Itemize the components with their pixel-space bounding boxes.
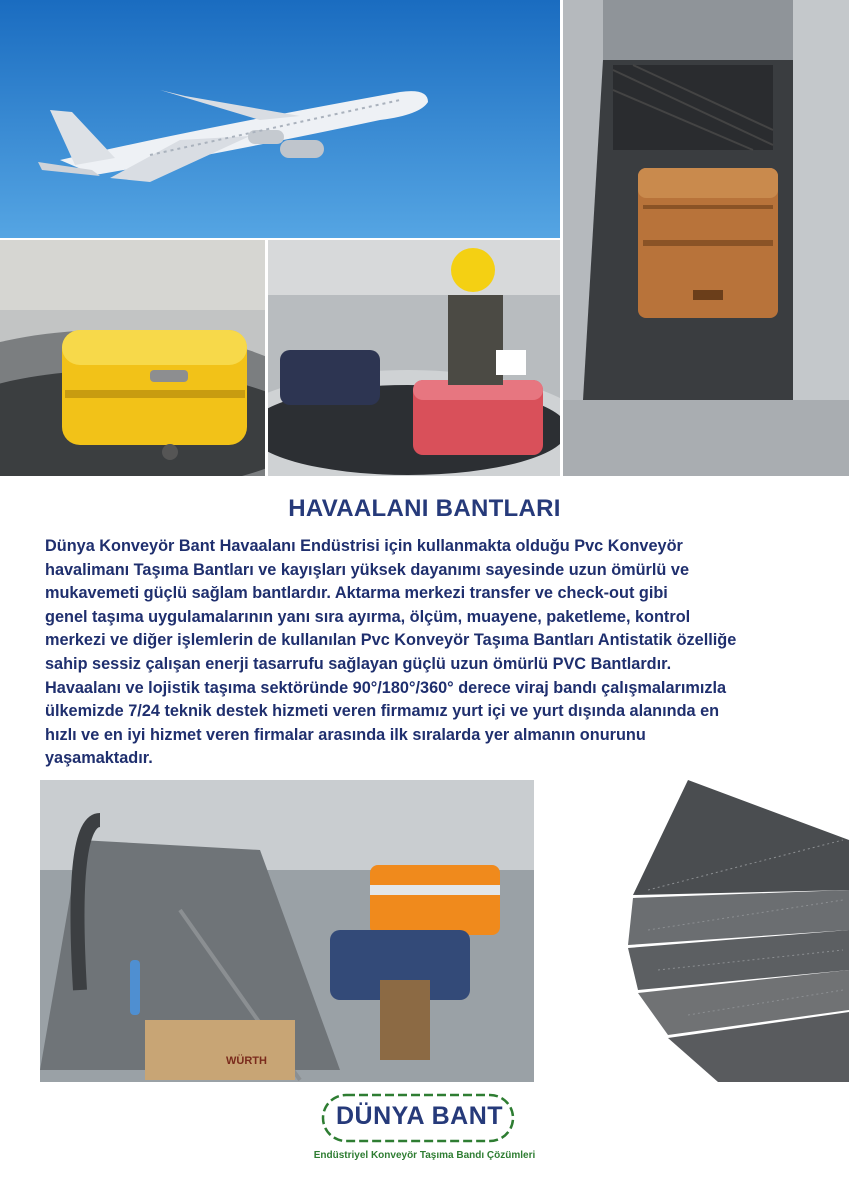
box-label: WÜRTH (226, 1055, 267, 1067)
body-line: mukavemeti güçlü sağlam bantlardır. Aktarma merkezi transfer ve check-out gibi (45, 584, 668, 603)
body-line: genel taşıma uygulamalarının yanı sıra ayırma, ölçüm, muayene, paketleme, kontrol (45, 607, 691, 626)
logo-tagline: Endüstriyel Konveyör Taşıma Bandı Çözümleri (313, 1150, 536, 1161)
body-line: ülkemizde 7/24 teknik destek hizmeti veren firmamız yurt içi ve yurt dışında alanında en (45, 702, 720, 721)
body-line: Havaalanı ve lojistik taşıma sektöründe 90°/180°/360° derece viraj bandı çalışmalarımızla (45, 678, 727, 697)
body-line: merkezi ve diğer işlemlerin de kullanılan Pvc Konveyör Taşıma Bantları Antistatik özelliğe (45, 631, 737, 650)
body-line: hızlı ve en iyi hizmet veren firmalar arasında ilk sıralarda yer almanın onurunu (45, 725, 646, 744)
body-paragraph (45, 535, 805, 771)
logo-name: DÜNYA BANT (336, 1102, 504, 1130)
escalator-worker-photo (40, 780, 534, 1082)
worker-carousel-photo (268, 240, 560, 476)
body-line: yaşamaktadır. (45, 749, 153, 768)
yellow-suitcase-photo (0, 240, 265, 476)
page-title: HAVAALANI BANTLARI (288, 495, 561, 522)
body-line: Dünya Konveyör Bant Havaalanı Endüstrisi için kullanmakta olduğu Pvc Konveyör (45, 537, 683, 555)
conveyor-suitcase-photo (563, 0, 849, 476)
body-line: sahip sessiz çalışan enerji tasarrufu sağlayan güçlü uzun ömürlü PVC Bantlardır. (45, 654, 672, 673)
airplane-photo (0, 0, 560, 238)
belt-samples-photo (628, 780, 849, 1082)
dunya-bant-logo (320, 1092, 516, 1144)
body-line: havalimanı Taşıma Bantları ve kayışları yüksek dayanımı sayesinde uzun ömürlü ve (45, 560, 689, 579)
